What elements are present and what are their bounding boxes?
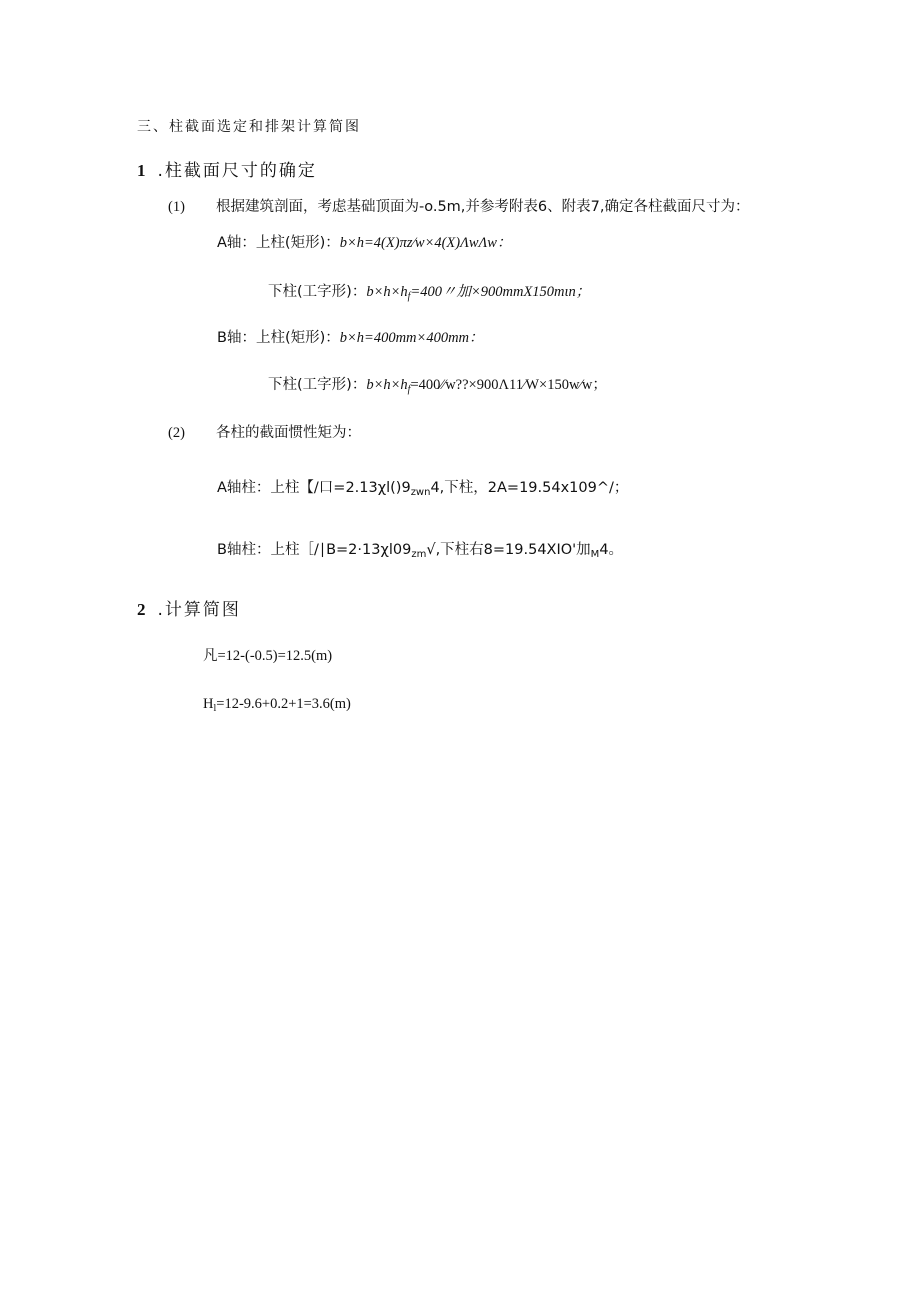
heading-1 xyxy=(137,162,317,180)
section-title: 三、柱截面选定和排架计算简图 xyxy=(137,119,361,135)
b-inertia-sub2: M xyxy=(590,549,600,560)
b-axis-upper-prefix: B轴：上柱(矩形)： xyxy=(217,330,340,346)
b-inertia-sub: zm xyxy=(411,549,427,560)
b-axis-inertia xyxy=(217,543,623,560)
a-axis-lower-prefix: 下柱(工字形)： xyxy=(268,284,367,300)
b-axis-upper-formula: b×h=400mm×400mm： xyxy=(339,330,484,346)
heading-1-number: 1 xyxy=(137,161,148,180)
b-inertia-text-c: 4。 xyxy=(599,542,624,558)
eq2-rest: =12-9.6+0.2+1=3.6(m) xyxy=(216,696,351,712)
item-2-text: 各柱的截面惯性矩为： xyxy=(216,425,361,441)
b-axis-lower xyxy=(268,378,607,395)
a-axis-inertia xyxy=(217,481,628,498)
b-axis-lower-formula-b: =400∕∕w??×900Λ11∕W×150w∕w； xyxy=(410,377,607,393)
a-inertia-text-b: 4,下柱，2A=19.54x109^/； xyxy=(430,480,629,496)
eq2-h: H xyxy=(203,696,214,712)
b-axis-upper xyxy=(217,331,484,346)
heading-1-title: .柱截面尺寸的确定 xyxy=(157,161,317,181)
heading-2-title: .计算简图 xyxy=(157,600,241,620)
heading-2 xyxy=(137,601,241,619)
b-inertia-text-b: √,下柱右8=19.54XIO'加 xyxy=(426,542,591,558)
item-1 xyxy=(168,200,749,215)
b-axis-lower-prefix: 下柱(工字形)： xyxy=(268,377,367,393)
a-axis-upper-prefix: A轴：上柱(矩形)： xyxy=(217,235,340,251)
a-axis-lower-sub: f xyxy=(407,291,411,302)
a-axis-upper-formula: b×h=4(X)πz∕w×4(X)ΛwΛw： xyxy=(339,235,512,251)
item-2 xyxy=(168,426,361,441)
heading-2-number: 2 xyxy=(137,600,148,619)
equation-total-height: 凡=12-(-0.5)=12.5(m) xyxy=(203,648,333,664)
a-axis-lower-formula-b: =400〃加×900mmX150mιn； xyxy=(410,284,591,300)
b-axis-lower-sub: f xyxy=(407,384,411,395)
item-2-label: (2) xyxy=(168,425,185,441)
b-axis-lower-formula-a: b×h×h xyxy=(366,377,408,393)
a-axis-lower-formula-a: b×h×h xyxy=(366,284,408,300)
item-1-label: (1) xyxy=(168,199,185,215)
equation-upper-height xyxy=(203,697,351,714)
item-1-text: 根据建筑剖面，考虑基础顶面为-o.5m,并参考附表6、附表7,确定各柱截面尺寸为： xyxy=(216,199,750,215)
a-inertia-sub: zwn xyxy=(410,487,431,498)
a-axis-lower xyxy=(268,285,590,302)
a-inertia-text-a: A轴柱：上柱【/口=2.13χl()9 xyxy=(217,480,411,496)
a-axis-upper xyxy=(217,236,511,251)
b-inertia-text-a: B轴柱：上柱［/∣B=2·13χl09 xyxy=(217,542,412,558)
eq2-sub: l xyxy=(213,703,217,714)
